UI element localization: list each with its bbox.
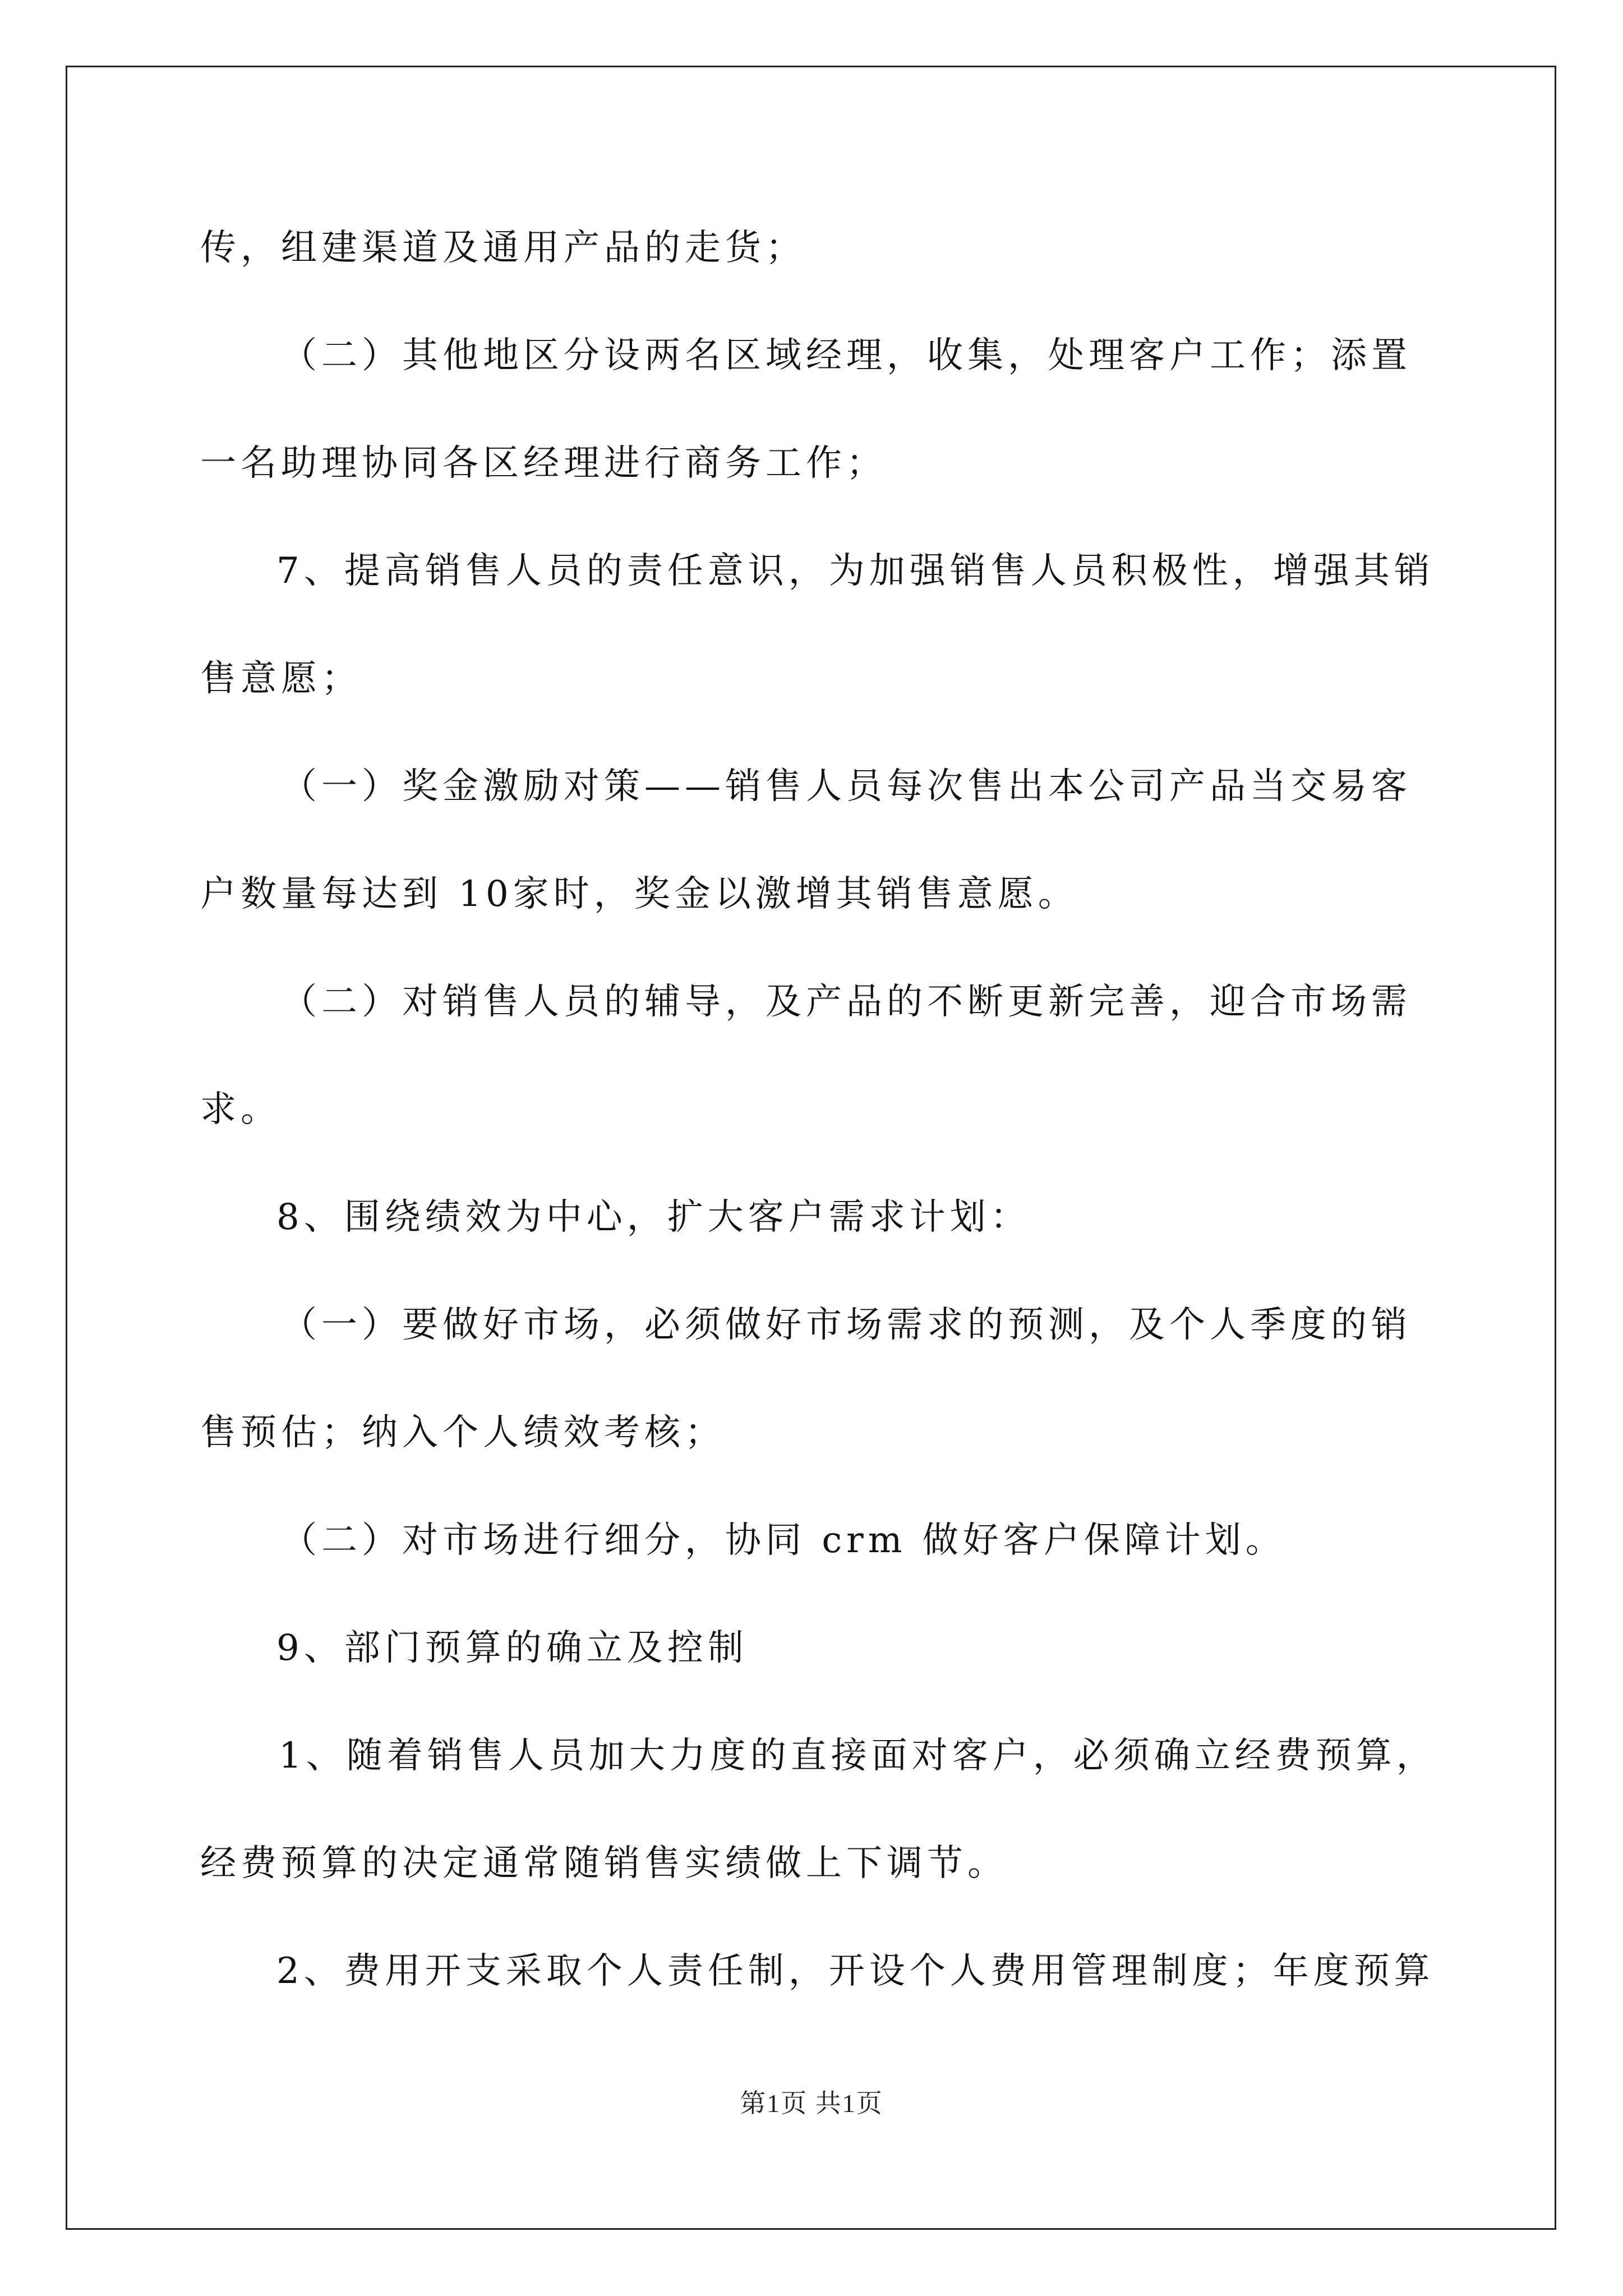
text-line: （一）奖金激励对策——销售人员每次售出本公司产品当交易客 [281, 766, 1412, 807]
text-line: 经费预算的决定通常随销售实绩做上下调节。 [200, 1843, 1008, 1884]
text-line: 户数量每达到 10家时，奖金以激增其销售意愿。 [200, 873, 1078, 915]
text-line: （一）要做好市场，必须做好市场需求的预测，及个人季度的销 [281, 1304, 1412, 1346]
text-line: （二）对市场进行细分，协同 crm 做好客户保障计划。 [281, 1520, 1286, 1561]
text-line: （二）其他地区分设两名区域经理，收集，处理客户工作；添置 [281, 335, 1412, 376]
text-line: 1、随着销售人员加大力度的直接面对客户，必须确立经费预算， [279, 1735, 1437, 1777]
text-line: 一名助理协同各区经理进行商务工作； [200, 443, 887, 484]
text-line: 售意愿； [200, 658, 362, 700]
text-line: 传，组建渠道及通用产品的走货； [200, 227, 806, 269]
page-border [66, 66, 1556, 2230]
text-line: 售预估；纳入个人绩效考核； [200, 1412, 725, 1453]
text-line: 7、提高销售人员的责任意识，为加强销售人员积极性，增强其销 [276, 550, 1435, 592]
text-line: 求。 [200, 1089, 281, 1130]
text-line: 9、部门预算的确立及控制 [276, 1627, 748, 1669]
text-line: 8、围绕绩效为中心，扩大客户需求计划： [276, 1197, 1031, 1238]
text-line: 2、费用开支采取个人责任制，开设个人费用管理制度；年度预算 [276, 1950, 1435, 1992]
page-footer: 第1页 共1页 [740, 2089, 883, 2118]
text-line: （二）对销售人员的辅导，及产品的不断更新完善，迎合市场需 [281, 981, 1412, 1023]
